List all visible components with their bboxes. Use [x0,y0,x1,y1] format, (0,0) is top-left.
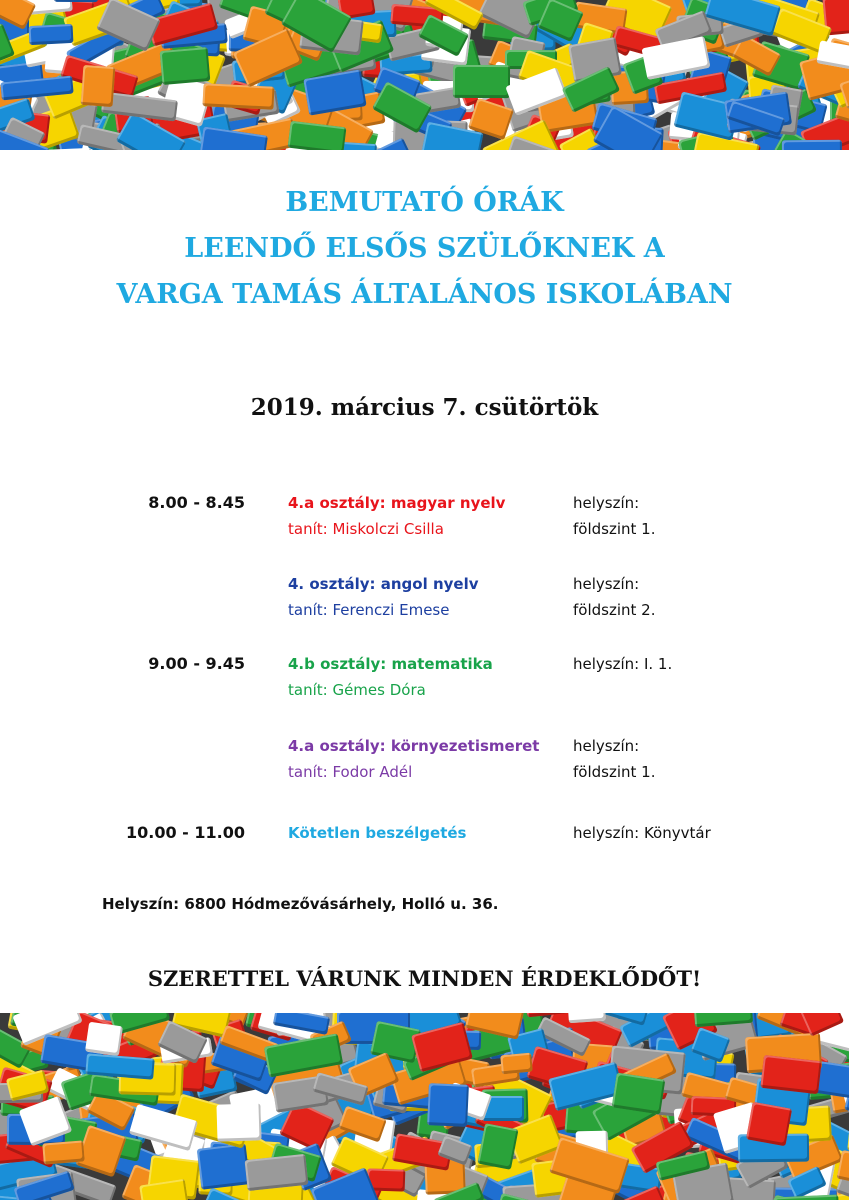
title-line: LEENDŐ ELSŐS SZÜLŐKNEK A [184,233,665,264]
time-slot: 9.00 - 9.45 [148,654,245,673]
closing-text: SZERETTEL VÁRUNK MINDEN ÉRDEKLŐDŐT! [147,966,702,991]
class-subject: 4.a osztály: környezetismeret [288,737,540,755]
location: helyszín: Könyvtár [573,824,711,842]
lego-brick [501,1053,533,1074]
lego-brick [28,24,73,45]
class-subject: 4.b osztály: matematika [288,655,493,673]
lego-brick [54,0,98,1]
poster-title [0,180,849,318]
time-slot: 10.00 - 11.00 [126,823,245,842]
location-detail: földszint 1. [573,763,656,781]
class-subject: Kötetlen beszélgetés [288,824,467,842]
title-line: BEMUTATÓ ÓRÁK [285,187,564,218]
lego-brick [746,1102,792,1147]
teacher: tanít: Gémes Dóra [288,681,426,699]
lego-brick [427,1083,469,1127]
lego-brick [43,1140,86,1164]
class-subject: 4.a osztály: magyar nyelv [288,494,506,512]
lego-brick [453,65,510,98]
lego-brick [244,1154,307,1191]
address: Helyszín: 6800 Hódmezővásárhely, Holló u. 36. [102,895,499,913]
lego-brick [611,1073,664,1115]
lego-brick [85,1022,123,1056]
location: helyszín: [573,575,640,593]
time-slot: 8.00 - 8.45 [148,493,245,512]
lego-brick [160,47,211,85]
lego-bricks-banner-bottom [0,1013,849,1200]
lego-brick [80,65,115,107]
teacher: tanít: Fodor Adél [288,763,413,781]
lego-bricks-banner-top [0,0,849,150]
location: helyszín: I. 1. [573,655,673,673]
event-date: 2019. március 7. csütörtök [250,394,599,421]
location-detail: földszint 1. [573,520,656,538]
lego-brick [761,1055,822,1095]
teacher: tanít: Ferenczi Emese [288,601,450,619]
lego-brick [216,1103,261,1142]
lego-brick [782,139,843,150]
class-subject: 4. osztály: angol nyelv [288,575,479,593]
location: helyszín: [573,737,640,755]
title-line: VARGA TAMÁS ÁLTALÁNOS ISKOLÁBAN [116,279,733,310]
lego-brick [203,83,275,110]
teacher: tanít: Miskolczi Csilla [288,520,444,538]
location: helyszín: [573,494,640,512]
lego-brick [196,1143,250,1189]
location-detail: földszint 2. [573,601,656,619]
